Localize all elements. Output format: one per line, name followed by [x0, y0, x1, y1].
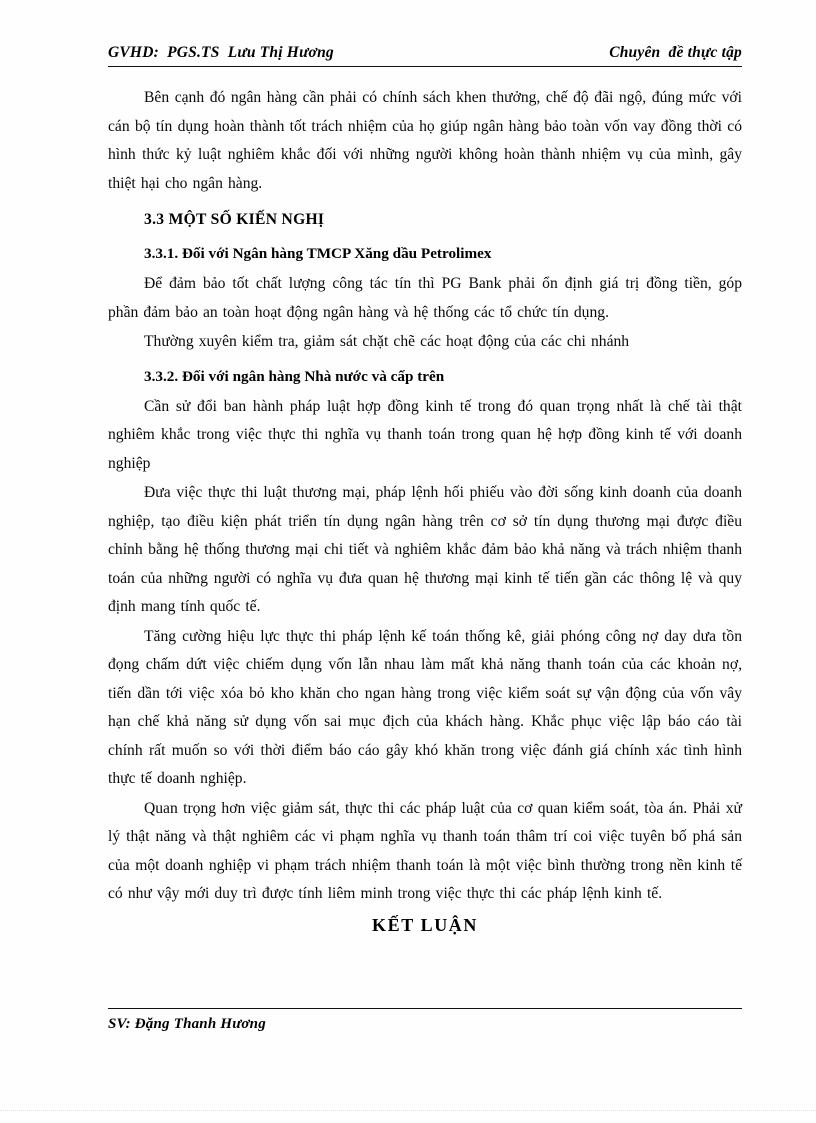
page-content: [108, 44, 742, 936]
paragraph-7: Quan trọng hơn việc giảm sát, thực thi các pháp luật của cơ quan kiểm soát, tòa án. Phải xử lý thật năng và thật nghiêm các vi phạm nghĩa vụ thanh toán thâm trí coi việc tuyên bố phá sản của một doanh nghiệp vi phạm trách nhiệm thanh toán là một việc bình thường trong nền kinh tế có như vậy mới duy trì được tính liêm minh trong việc thực thi các pháp lệnh kinh tế.: [108, 799, 742, 902]
paragraph-6: Tăng cường hiệu lực thực thi pháp lệnh kế toán thống kê, giải phóng công nợ day dưa tồn đọng chấm dứt việc chiếm dụng vốn lẫn nhau làm mất khả năng thanh toán của các khoản nợ, tiến dần tới việc xóa bỏ kho khăn cho ngan hàng trong việc kiểm soát sự vận động của vốn vây hạn chế khả năng sử dụng vốn sai mục địch của khách hàng. Khắc phục việc lập báo cáo tài chính rất muốn so với thời điểm báo cáo gây khó khăn trong việc đánh giá chính xác tình hình thực tế doanh nghiệp.: [108, 627, 742, 787]
running-footer: [108, 1008, 742, 1033]
subsection-heading-3-3-1: 3.3.1. Đối với Ngân hàng TMCP Xăng dầu Petrolimex: [144, 245, 492, 262]
subsection-heading-3-3-2: 3.3.2. Đối với ngân hàng Nhà nước và cấp trên: [144, 367, 445, 385]
footer-divider: [108, 1008, 742, 1009]
header-document-type: Chuyên đề thực tập: [609, 44, 742, 61]
paragraph-1: Bên cạnh đó ngân hàng cần phải có chính sách khen thưởng, chế độ đãi ngộ, đúng mức với cán bộ tín dụng hoàn thành tốt trách nhiệm của họ giúp ngân hàng bảo toàn vốn vay đồng thời có hình thức kỷ luật nghiêm khắc đối với những người không hoàn thành nhiệm vụ của mình, gây thiệt hại cho ngân hàng.: [108, 89, 742, 192]
body-text: [108, 67, 742, 936]
footer-student-name: SV: Đặng Thanh Hương: [108, 1016, 266, 1032]
page-bottom-edge: [0, 1110, 816, 1123]
header-advisor: GVHD: PGS.TS Lưu Thị Hương: [108, 44, 334, 61]
running-header: [108, 44, 742, 67]
conclusion-title: KẾT LUẬN: [372, 914, 478, 935]
paragraph-4: Cần sử đổi ban hành pháp luật hợp đồng kinh tế trong đó quan trọng nhất là chế tài thật nghiêm khắc trong việc thực thi nghĩa vụ thanh toán trong quan hệ hợp đồng kinh tế với doanh nghiệp: [108, 397, 742, 472]
paragraph-2: Để đảm bảo tốt chất lượng công tác tín thì PG Bank phải ổn định giá trị đồng tiền, góp phần đảm bảo an toàn hoạt động ngân hàng và hệ thống các tổ chức tín dụng.: [108, 275, 742, 321]
paragraph-5: Đưa việc thực thi luật thương mại, pháp lệnh hối phiếu vào đời sống kinh doanh của doanh nghiệp, tạo điều kiện phát triển tín dụng ngân hàng trên cơ sở tín dụng thương mại được điều chỉnh bằng hệ thống thương mại chi tiết và nghiêm khắc đảm bảo khả năng và trách nhiệm thanh toán của những người có nghĩa vụ đưa quan hệ thương mại kinh tế tiến gần các thông lệ và quy định mang tính quốc tế.: [108, 484, 742, 615]
paragraph-3: Thường xuyên kiểm tra, giảm sát chặt chẽ các hoạt động của các chi nhánh: [144, 333, 630, 350]
section-heading-3-3: 3.3 MỘT SỐ KIẾN NGHỊ: [144, 211, 325, 228]
